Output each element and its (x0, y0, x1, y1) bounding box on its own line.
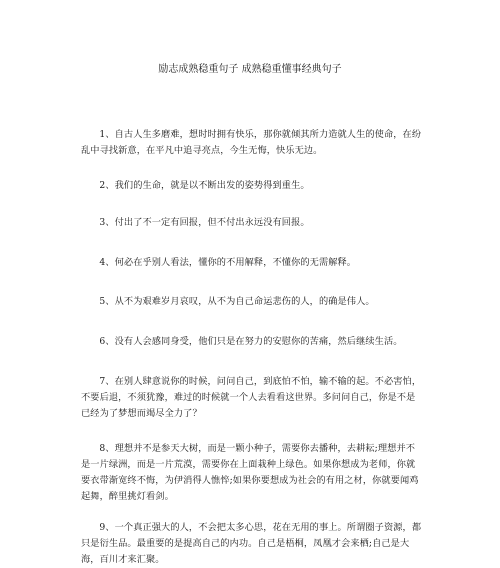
document-title: 励志成熟稳重句子 成熟稳重懂事经典句子 (158, 64, 342, 75)
paragraph-6: 6、没有人会感同身受，他们只是在努力的安慰你的苦痛，然后继续生活。 (99, 336, 403, 347)
paragraph-5: 5、从不为艰难岁月哀叹，从不为自己命运悲伤的人，的确是伟人。 (99, 296, 375, 307)
paragraph-9: 9、一个真正强大的人，不会把太多心思，花在无用的事上。所谓圈子资源，都只是衍生品。最重要的是提高自己的内功。自己是梧桐，凤凰才会来栖;自己是大海，百川才来汇聚。 (81, 522, 422, 565)
paragraph-8: 8、理想并不是参天大树，而是一颗小种子，需要你去播种，去耕耘;理想并不是一片绿洲，而是一片荒漠，需要你在上面栽种上绿色。如果你想成为老师，你就要衣带渐宽终不悔，为伊消得人憔悴;如果你要想成为社会的有用之材，你就要闻鸡起舞，醉里挑灯看剑。 (81, 443, 419, 502)
paragraph-7: 7、在别人肆意说你的时候，问问自己，到底怕不怕，输不输的起。不必害怕，不要后退，不须犹豫，难过的时候就一个人去看看这世界。多问问自己，你是不是已经为了梦想而竭尽全力了？ (81, 376, 422, 419)
paragraph-4: 4、何必在乎别人看法，懂你的不用解释，不懂你的无需解释。 (99, 257, 357, 268)
paragraph-1: 1、自古人生多磨难，想时时拥有快乐，那你就倾其所力造就人生的使命，在纷乱中寻找新意，在平凡中追寻亮点，今生无悔，快乐无边。 (81, 129, 422, 156)
paragraph-3: 3、付出了不一定有回报，但不付出永远没有回报。 (99, 217, 310, 228)
paragraph-2: 2、我们的生命，就是以不断出发的姿势得到重生。 (99, 180, 310, 191)
